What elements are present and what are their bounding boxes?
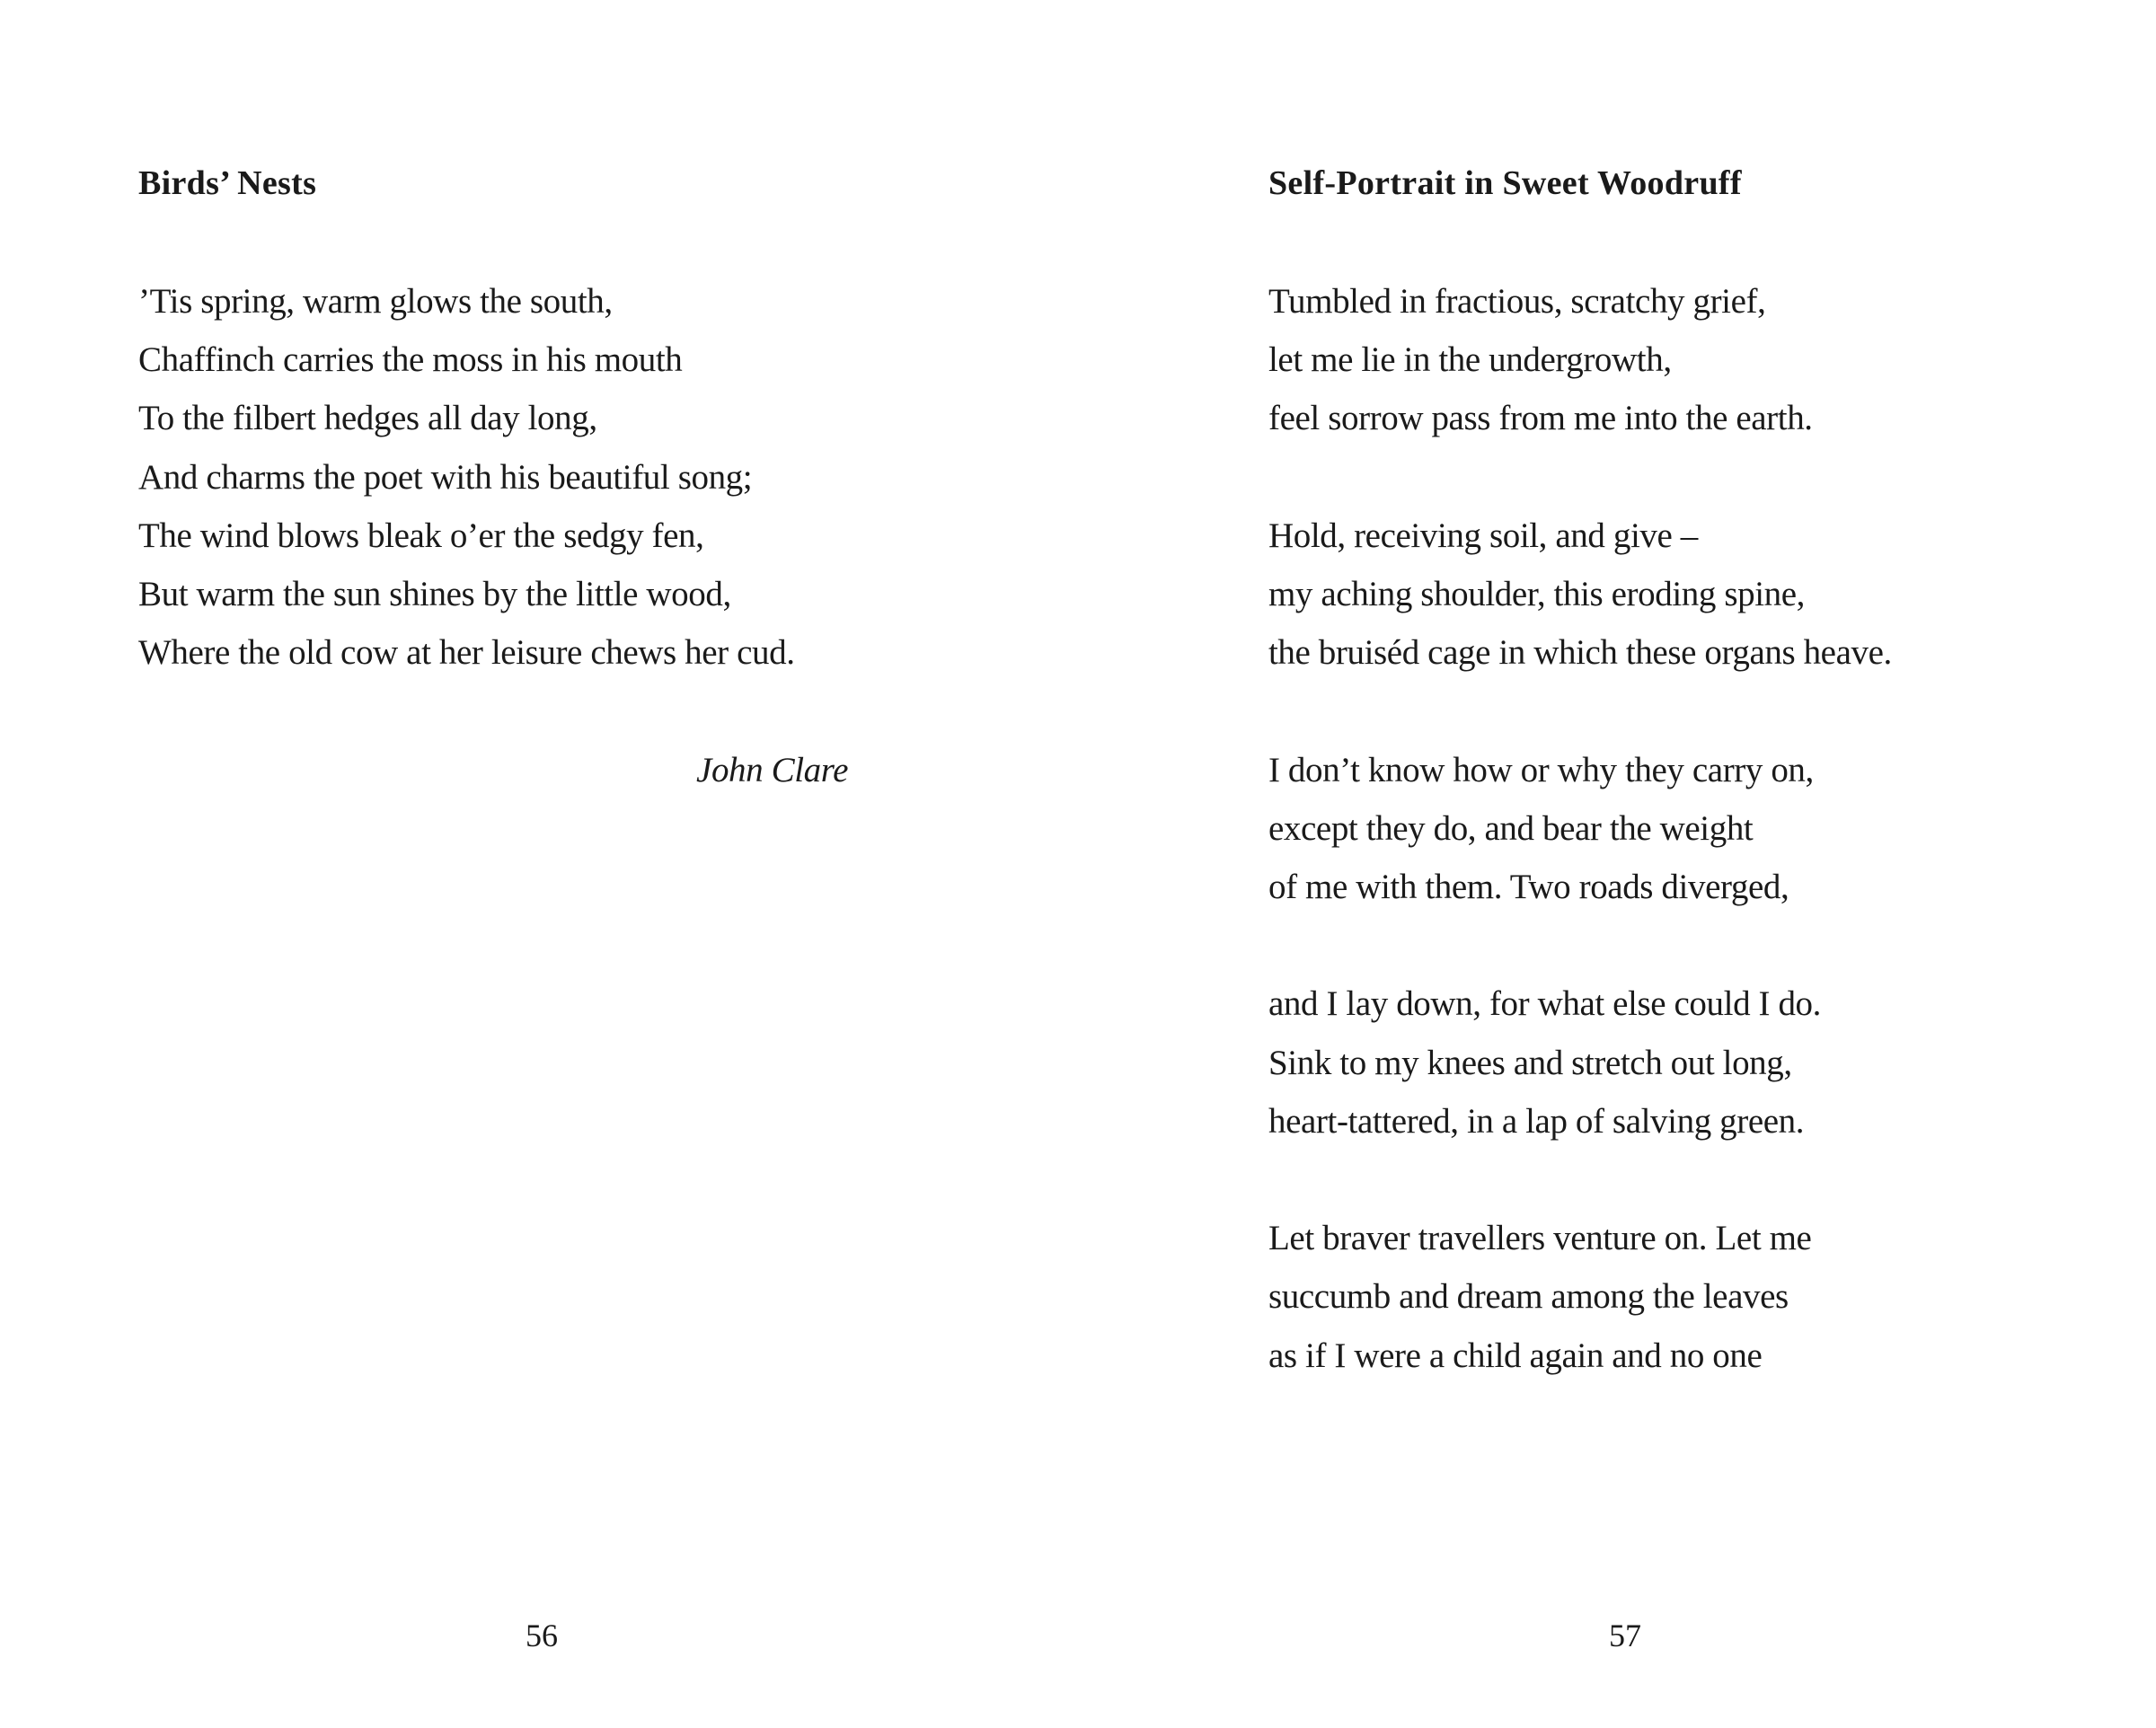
- page-number: 57: [1609, 1618, 1641, 1653]
- stanza: [1268, 272, 2077, 448]
- stanza: [1268, 741, 2077, 917]
- poem-line: To the filbert hedges all day long,: [138, 399, 597, 438]
- poem-line: except they do, and bear the weight: [1268, 808, 1754, 848]
- stanza: [1268, 507, 2077, 683]
- stanza: [1268, 1209, 2077, 1385]
- page-number: 56: [526, 1618, 558, 1653]
- poem-line: Tumbled in fractious, scratchy grief,: [1268, 282, 1766, 321]
- poem-line: heart-tattered, in a lap of salving green.: [1268, 1101, 1805, 1141]
- poem-author: John Clare: [696, 750, 848, 789]
- poem-body: [1268, 272, 2077, 1443]
- poem-line: feel sorrow pass from me into the earth.: [1268, 399, 1813, 438]
- poem-line: and I lay down, for what else could I do.: [1268, 984, 1822, 1024]
- stanza: [138, 272, 857, 682]
- poem-line: And charms the poet with his beautiful song;: [138, 457, 753, 497]
- poem-line: my aching shoulder, this eroding spine,: [1268, 575, 1805, 613]
- poem-line: ’Tis spring, warm glows the south,: [138, 282, 613, 321]
- poem-line: as if I were a child again and no one: [1268, 1336, 1763, 1375]
- poem-title: Birds’ Nests: [138, 164, 317, 202]
- poem-line: Hold, receiving soil, and give –: [1268, 516, 1698, 555]
- poem-line: the bruiséd cage in which these organs heave.: [1268, 633, 1892, 673]
- stanza: [1268, 974, 2077, 1151]
- poem-line: Sink to my knees and stretch out long,: [1268, 1043, 1792, 1082]
- poem-line: The wind blows bleak o’er the sedgy fen,: [138, 516, 704, 555]
- poem-line: I don’t know how or why they carry on,: [1268, 750, 1814, 789]
- poem-line: Where the old cow at her leisure chews her cud.: [138, 633, 795, 673]
- poem-line: Chaffinch carries the moss in his mouth: [138, 340, 683, 380]
- right-page: [1078, 0, 2156, 1728]
- poem-line: Let braver travellers venture on. Let me: [1268, 1219, 1812, 1258]
- poem-line: succumb and dream among the leaves: [1268, 1277, 1789, 1317]
- poem-line: But warm the sun shines by the little wood,: [138, 575, 731, 614]
- poem-line: of me with them. Two roads diverged,: [1268, 868, 1789, 906]
- poem-title: Self-Portrait in Sweet Woodruff: [1268, 164, 1742, 202]
- poem-line: let me lie in the undergrowth,: [1268, 340, 1672, 380]
- poem-body: [138, 272, 857, 799]
